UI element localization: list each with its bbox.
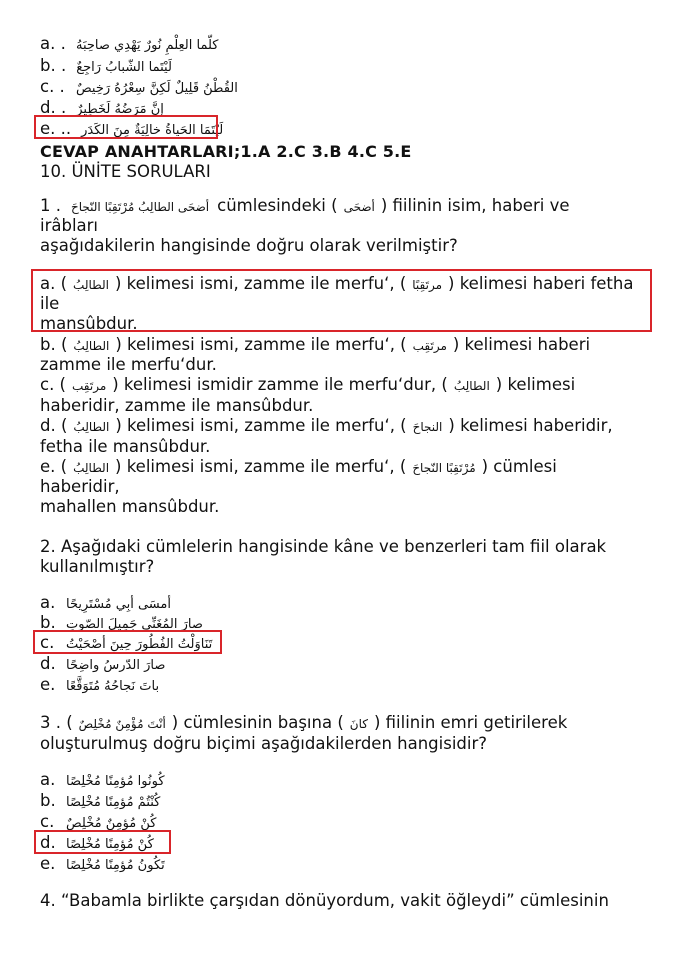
q2-stem-line2: kullanılmıştır? [40, 557, 155, 576]
prev-option-a: a. . كلّما العِلْمِ نُورٌ يَهْدِي صاحِبَهُ [40, 34, 218, 56]
prev-option-e-arabic: لَيْتَمَا الحَياةُ خالِيَةٌ مِنَ الكَدَرِ [81, 123, 224, 138]
q1-option-c-line2: haberidir, zamme ile mansûbdur. [40, 396, 314, 415]
q3-option-b: b. كُنْتُمْ مُؤمِنًا مُخْلِصًا [40, 791, 161, 810]
q2-stem-line1: 2. Aşağıdaki cümlelerin hangisinde kâne ve benzerleri tam fiil olarak [40, 537, 607, 556]
q1-option-e-line2: haberidir, [40, 477, 120, 496]
q1-option-e-line3: mahallen mansûbdur. [40, 497, 220, 516]
q1-option-e-line1: e. ( الطالِبُ ) kelimesi ismi, zamme ile merfu‘, ( مُرْتَقِبًا النّجاحَ ) cümlesi [40, 457, 557, 476]
prev-option-c-arabic: القُطْنُ قَلِيلٌ لَكِنَّ سِعْرُهُ رَخِيصٌ [76, 81, 238, 96]
q1-verb-arabic: أضحَى [343, 200, 375, 214]
prev-option-b: b. . لَيْتَما الشّبابُ رَاجِعٌ [40, 56, 172, 78]
q1-stem-line3: aşağıdakilerin hangisinde doğru olarak verilmiştir? [40, 236, 458, 255]
q1-option-d-line1: d. ( الطالِبُ ) kelimesi ismi, zamme ile merfu‘, ( النجاحَ ) kelimesi haberidir, [40, 416, 613, 435]
q1-option-b-line2: zamme ile merfu‘dur. [40, 355, 217, 374]
q2-option-b: b. صارَ المُغَنِّي جَمِيلَ الصّوتِ [40, 613, 203, 632]
prev-option-a-arabic: كلّما العِلْمِ نُورٌ يَهْدِي صاحِبَهُ [76, 38, 219, 53]
unit-heading: 10. ÜNİTE SORULARI [40, 162, 211, 181]
q2-option-a: a. أمسَى أبِي مُسْتَرِيحًا [40, 593, 171, 612]
q1-option-c-line1: c. ( مرتَقِب ) kelimesi ismidir zamme ile merfu‘dur, ( الطالِبُ ) kelimesi [40, 375, 576, 394]
q3-option-d: d. كُنْ مُؤمِنًا مُخْلِصًا [40, 833, 154, 852]
q2-option-e: e. باتَ نَجاحُهُ مُتَوَقَّعًا [40, 675, 160, 694]
answer-key: CEVAP ANAHTARLARI;1.A 2.C 3.B 4.C 5.E [40, 142, 412, 161]
prev-option-b-arabic: لَيْتَما الشّبابُ رَاجِعٌ [76, 60, 172, 75]
q1-option-b-line1: b. ( الطالِبُ ) kelimesi ismi, zamme ile merfu‘, ( مرتَقِب ) kelimesi haberi [40, 335, 591, 354]
q4-stem-line1: 4. “Babamla birlikte çarşıdan dönüyordum, vakit öğleydi” cümlesinin [40, 891, 609, 910]
q3-sentence-arabic: أنْتَ مُؤْمِنٌ مُخْلِصٌ [78, 717, 166, 731]
q1-sentence-arabic: أضحَى الطالِبُ مُرْتَقِبًا النّجاحَ [71, 200, 210, 214]
q3-stem-line2: oluşturulmuş doğru biçimi aşağıdakilerden hangisidir? [40, 734, 488, 753]
q1-option-a-line3: mansûbdur. [40, 314, 138, 333]
q1-stem-line2: irâbları [40, 216, 99, 235]
q2-option-c: c. تَنَاوَلْتُ الفُطُورَ حِينَ أصْحَيْتُ [40, 633, 213, 652]
q1-stem-line1: 1 . أضحَى الطالِبُ مُرْتَقِبًا النّجاحَ cümlesindeki ( أضحَى ) fiilinin isim, haberi ve [40, 196, 570, 215]
q3-stem-line1: 3 . ( أنْتَ مُؤْمِنٌ مُخْلِصٌ ) cümlesinin başına ( كانَ ) fiilinin emri getirilerek [40, 713, 568, 732]
prev-option-d: d. . إنَّ مَرَضُهُ لَخَطِيرٌ [40, 98, 164, 120]
q1-option-d-line2: fetha ile mansûbdur. [40, 437, 211, 456]
prev-option-e: e. .. لَيْتَمَا الحَياةُ خالِيَةٌ مِنَ الكَدَرِ [40, 119, 223, 141]
prev-option-d-arabic: إنَّ مَرَضُهُ لَخَطِيرٌ [76, 102, 164, 117]
q3-option-a: a. كُونُوا مُؤمِنًا مُخْلِصًا [40, 770, 165, 789]
q3-option-c: c. كُنْ مُؤمِنٌ مُخْلِصٌ [40, 812, 157, 831]
q3-option-e: e. تَكُونُ مُؤمِنًا مُخْلِصًا [40, 854, 165, 873]
prev-option-c: c. . القُطْنُ قَلِيلٌ لَكِنَّ سِعْرُهُ رَخِيصٌ [40, 77, 238, 99]
q1-option-a-line2: ile [40, 294, 60, 313]
q2-option-d: d. صارَ الدّرسُ واضِحًا [40, 654, 166, 673]
q3-verb-arabic: كانَ [349, 717, 368, 731]
q1-option-a-line1: a. ( الطالِبُ ) kelimesi ismi, zamme ile merfu‘, ( مرتَقِبًا ) kelimesi haberi fetha [40, 274, 634, 293]
